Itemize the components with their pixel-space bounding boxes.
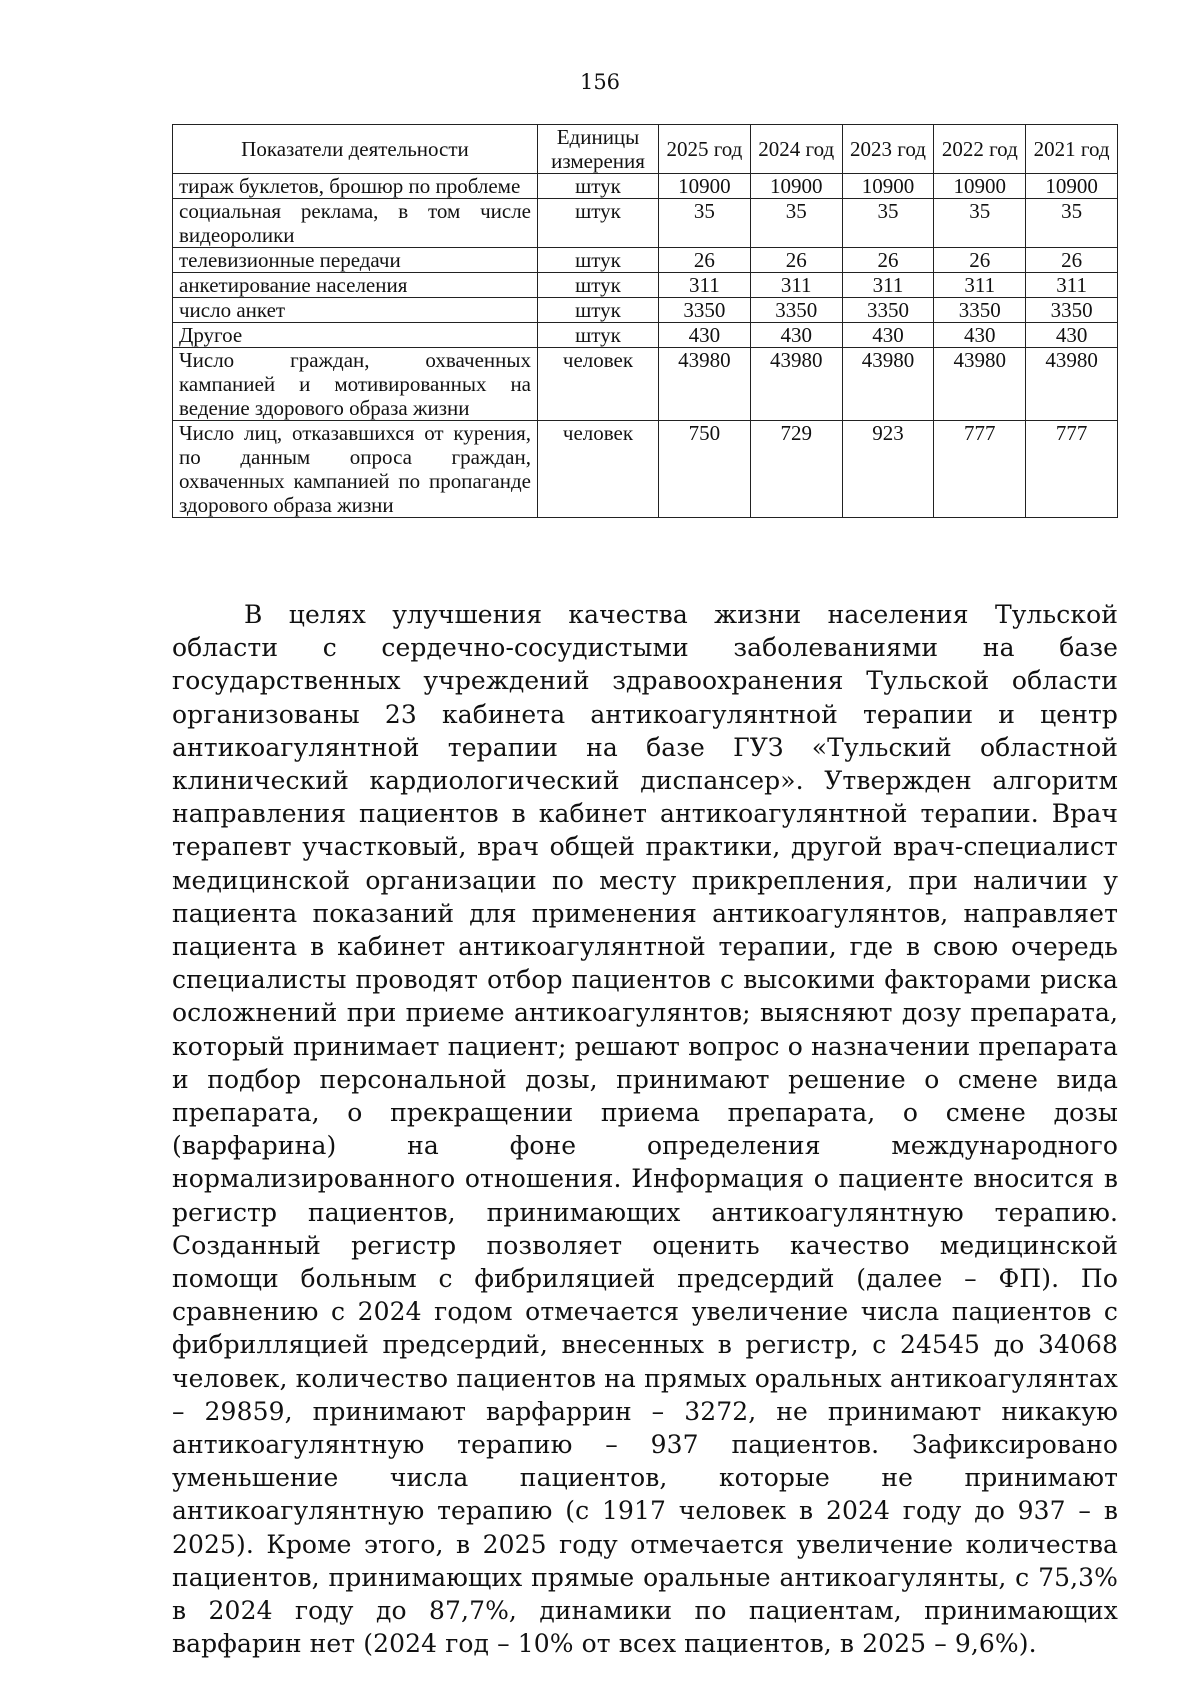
value-cell: 10900 xyxy=(842,174,934,199)
value-cell: 10900 xyxy=(934,174,1026,199)
value-cell: 3350 xyxy=(842,298,934,323)
table-row xyxy=(173,174,1118,199)
header-year: 2022 год xyxy=(934,125,1026,174)
value-cell: 750 xyxy=(659,421,751,518)
value-cell: 35 xyxy=(659,199,751,248)
value-cell: 26 xyxy=(842,248,934,273)
value-cell: 35 xyxy=(934,199,1026,248)
value-cell: 430 xyxy=(750,323,842,348)
header-unit: Единицы измерения xyxy=(538,125,659,174)
unit-cell: штук xyxy=(538,298,659,323)
header-year: 2021 год xyxy=(1026,125,1118,174)
indicator-cell: число анкет xyxy=(173,298,538,323)
indicator-cell: тираж буклетов, брошюр по проблеме xyxy=(173,174,538,199)
value-cell: 3350 xyxy=(1026,298,1118,323)
value-cell: 26 xyxy=(934,248,1026,273)
page-number: 156 xyxy=(579,70,621,94)
value-cell: 430 xyxy=(659,323,751,348)
body-paragraph: В целях улучшения качества жизни населения Тульской области с сердечно-сосудистыми заболеваниями на базе государственных учреждений здравоохранения Тульской области организованы 23 кабинета антикоагулянтной терапии и центр антикоагулянтной терапии на базе ГУЗ «Тульский областной клинический кардиологический диспансер». Утвержден алгоритм направления пациентов в кабинет антикоагулянтной терапии. Врач терапевт участковый, врач общей практики, другой врач-специалист медицинской организации по месту прикрепления, при наличии у пациента показаний для применения антикоагулянтов, направляет пациента в кабинет антикоагулянтной терапии, где в свою очередь специалисты проводят отбор пациентов с высокими факторами риска осложнений при приеме антикоагулянтов; выясняют дозу препарата, который принимает пациент; решают вопрос о назначении препарата и подбор персональной дозы, принимают решение о смене вида препарата, о прекращении приема препарата, о смене дозы (варфарина) на фоне определения международного нормализированного отношения. Информация о пациенте вносится в регистр пациентов, принимающих антикоагулянтную терапию. Созданный регистр позволяет оценить качество медицинской помощи больным с фибриляцией предсердий (далее – ФП). По сравнению с 2024 годом отмечается увеличение числа пациентов с фибрилляцией предсердий, внесенных в регистр, с 24545 до 34068 человек, количество пациентов на прямых оральных антикоагулянтах – 29859, принимают варфаррин – 3272, не принимают никакую антикоагулянтную терапию – 937 пациентов. Зафиксировано уменьшение числа пациентов, которые не принимают антикоагулянтную терапию (с 1917 человек в 2024 году до 937 – в 2025). Кроме этого, в 2025 году отмечается увеличение количества пациентов, принимающих прямые оральные антикоагулянты, с 75,3% в 2024 году до 87,7%, динамики по пациентам, принимающих варфарин нет (2024 год – 10% от всех пациентов, в 2025 – 9,6%). xyxy=(172,600,1118,1659)
value-cell: 311 xyxy=(1026,273,1118,298)
unit-cell: штук xyxy=(538,323,659,348)
value-cell: 10900 xyxy=(659,174,751,199)
table-row xyxy=(173,199,1118,248)
value-cell: 43980 xyxy=(1026,348,1118,421)
value-cell: 430 xyxy=(934,323,1026,348)
table-row xyxy=(173,348,1118,421)
table-header-row xyxy=(173,125,1118,174)
value-cell: 3350 xyxy=(934,298,1026,323)
value-cell: 43980 xyxy=(842,348,934,421)
value-cell: 3350 xyxy=(750,298,842,323)
value-cell: 26 xyxy=(659,248,751,273)
value-cell: 430 xyxy=(842,323,934,348)
unit-cell: штук xyxy=(538,248,659,273)
unit-cell: человек xyxy=(538,348,659,421)
unit-cell: штук xyxy=(538,174,659,199)
indicator-cell: социальная реклама, в том числе видеоролики xyxy=(173,199,538,248)
value-cell: 311 xyxy=(934,273,1026,298)
activity-indicators-table xyxy=(172,124,1118,518)
value-cell: 35 xyxy=(750,199,842,248)
value-cell: 43980 xyxy=(934,348,1026,421)
table-row xyxy=(173,273,1118,298)
table-row xyxy=(173,421,1118,518)
value-cell: 729 xyxy=(750,421,842,518)
value-cell: 311 xyxy=(659,273,751,298)
value-cell: 10900 xyxy=(750,174,842,199)
indicator-cell: анкетирование населения xyxy=(173,273,538,298)
value-cell: 10900 xyxy=(1026,174,1118,199)
value-cell: 43980 xyxy=(659,348,751,421)
value-cell: 311 xyxy=(842,273,934,298)
table-row xyxy=(173,298,1118,323)
indicator-cell: Другое xyxy=(173,323,538,348)
value-cell: 3350 xyxy=(659,298,751,323)
header-year: 2025 год xyxy=(659,125,751,174)
header-year: 2023 год xyxy=(842,125,934,174)
value-cell: 26 xyxy=(1026,248,1118,273)
unit-cell: штук xyxy=(538,273,659,298)
value-cell: 777 xyxy=(934,421,1026,518)
header-indicator: Показатели деятельности xyxy=(173,125,538,174)
unit-cell: штук xyxy=(538,199,659,248)
value-cell: 430 xyxy=(1026,323,1118,348)
table-row xyxy=(173,323,1118,348)
value-cell: 311 xyxy=(750,273,842,298)
value-cell: 923 xyxy=(842,421,934,518)
value-cell: 26 xyxy=(750,248,842,273)
value-cell: 43980 xyxy=(750,348,842,421)
table-row xyxy=(173,248,1118,273)
indicator-cell: телевизионные передачи xyxy=(173,248,538,273)
value-cell: 35 xyxy=(1026,199,1118,248)
header-year: 2024 год xyxy=(750,125,842,174)
unit-cell: человек xyxy=(538,421,659,518)
value-cell: 35 xyxy=(842,199,934,248)
value-cell: 777 xyxy=(1026,421,1118,518)
indicator-cell: Число лиц, отказавшихся от курения, по данным опроса граждан, охваченных кампанией по пропаганде здорового образа жизни xyxy=(173,421,538,518)
indicator-cell: Число граждан, охваченных кампанией и мотивированных на ведение здорового образа жизни xyxy=(173,348,538,421)
